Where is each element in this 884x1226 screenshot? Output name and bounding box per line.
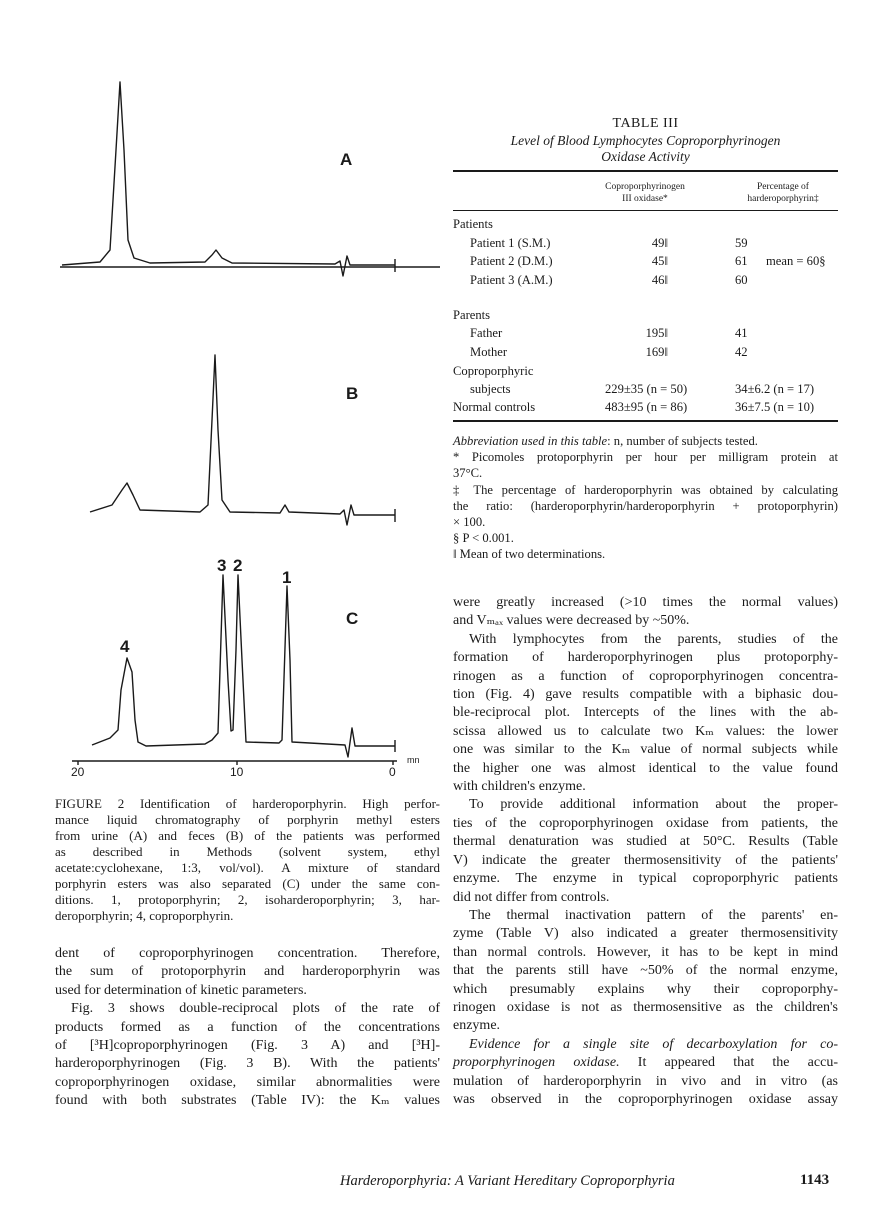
text-line: dent of coproporphyrinogen concentration. Therefore,	[55, 946, 440, 961]
trace-a	[60, 82, 440, 276]
table-cell-oxidase: 483±95 (n = 86)	[605, 400, 688, 414]
table-row-label: Patient 3 (A.M.)	[470, 273, 553, 287]
text-line: one was similar to the Kₘ value of normal subjects while	[453, 742, 838, 758]
figure-caption	[55, 796, 440, 924]
table-row-label: Coproporphyric	[453, 364, 534, 378]
table-header-rule	[453, 210, 838, 211]
italic-run-in: proporphyrinogen oxidase.	[453, 1055, 620, 1071]
text-line: than normal controls. However, it has to be kept in mind	[453, 944, 838, 960]
text-line: found with both substrates (Table IV): the Kₘ values	[55, 1093, 440, 1109]
text-line: which presumably explains why their coproporphy-	[453, 981, 838, 997]
table-cell-percentage: 34±6.2 (n = 17)	[735, 382, 815, 396]
col-header-line: Percentage of	[757, 182, 809, 192]
caption-line: porphyrin esters was also separated (C) under the same con-	[55, 876, 440, 891]
table-row-label: Patients	[453, 217, 493, 231]
text-line: rinogen oxidase is not as thermosensitive as the children's	[453, 999, 838, 1015]
text-line: was observed in the coproporphyrinogen oxidase assay	[453, 1091, 838, 1107]
caption-line: ditions. 1, protoporphyrin; 2, isoharderoporphyrin; 3, har-	[55, 892, 440, 907]
text-line: and Vₘₐₓ values were decreased by ~50%.	[453, 613, 690, 629]
table-row-label: Father	[470, 326, 503, 340]
text-line: V) indicate the greater thermosensitivity of the patients'	[453, 852, 838, 868]
text-line: mulation of harderoporphyrin in vivo and in vitro (as	[453, 1073, 838, 1089]
table-cell-oxidase: 45‖	[651, 254, 668, 268]
text-line: rinogen as a function of coproporphyrinogen concentra-	[453, 668, 838, 684]
page-number: 1143	[800, 1172, 830, 1188]
table-title-line: Oxidase Activity	[601, 149, 690, 164]
trace-b	[90, 355, 395, 525]
text-line: that the parents still have ~50% of the normal enzyme,	[453, 963, 838, 979]
text-line: ble-reciprocal plot. Intercepts of the lines with the ab-	[453, 705, 838, 721]
table-row-label: Parents	[453, 308, 491, 322]
col-header-line: Coproporphyrinogen	[605, 182, 685, 192]
panel-label-c: C	[346, 609, 359, 628]
text-line: the sum of protoporphyrin and harderoporphyrin was	[55, 964, 440, 980]
x-axis-unit: mn	[407, 755, 420, 765]
table-footnotes	[453, 433, 838, 563]
text-line: harderoporphyrinogen (Fig. 3 B). With the patients'	[55, 1056, 440, 1072]
table-row-label: subjects	[470, 382, 511, 396]
italic-abbrev: Abbreviation used in this table	[453, 434, 608, 448]
table-cell-percentage: 60	[735, 273, 748, 287]
text-line: used for determination of kinetic parameters.	[55, 982, 307, 998]
table-row-label: Mother	[470, 345, 508, 359]
table-row-label: Patient 1 (S.M.)	[470, 236, 551, 250]
footnote-line: § P < 0.001.	[453, 531, 514, 546]
table-cell-oxidase: 49‖	[651, 236, 668, 250]
table-top-rule	[453, 170, 838, 172]
table-cell-percentage: 41	[735, 326, 748, 340]
col-header-line: harderoporphyrin‡	[747, 194, 819, 204]
right-column-text	[453, 594, 838, 1109]
x-tick-20: 20	[71, 765, 85, 779]
table-title	[453, 133, 838, 165]
caption-line: FIGURE 2 Identification of harderoporphyrin. High perfor-	[55, 796, 440, 811]
text-line: enzyme.	[453, 1018, 501, 1034]
peak-label-1: 1	[282, 568, 292, 587]
text-line: thermal denaturation was studied at 50°C. Results (Table	[453, 834, 838, 850]
table-title-line: Level of Blood Lymphocytes Coproporphyrinogen	[510, 133, 781, 148]
peak-label-4: 4	[120, 637, 130, 656]
text-line: Evidence for a single site of decarboxylation for co-	[469, 1036, 838, 1052]
text-line: scissa allowed us to calculate two Kₘ values: the lower	[453, 723, 838, 739]
table-cell-mean: mean = 60§	[766, 254, 826, 268]
table-cell-oxidase: 46‖	[651, 273, 668, 287]
caption-line: from urine (A) and feces (B) of the patients was performed	[55, 828, 440, 843]
footnote-line: ‖ Mean of two determinations.	[453, 547, 606, 562]
caption-line: deroporphyrin; 4, coproporphyrin.	[55, 908, 234, 923]
table-row-label: Patient 2 (D.M.)	[470, 254, 553, 268]
col-header-oxidase	[585, 181, 705, 205]
text-line: with children's enzyme.	[453, 779, 586, 795]
caption-line: mance liquid chromatography of porphyrin methyl esters	[55, 812, 440, 827]
text-line: coproporphyrinogen oxidase, similar abnormalities were	[55, 1074, 440, 1090]
text-line: To provide additional information about the proper-	[469, 797, 838, 813]
peak-label-3: 3	[217, 556, 227, 575]
footnote-line: the ratio: (harderoporphyrin/harderoporphyrin + protoporphyrin)	[453, 498, 838, 513]
footnote-line: 37°C.	[453, 466, 483, 481]
table-bottom-rule	[453, 420, 838, 422]
text-line: ties of the coproporphyrinogen oxidase from patients, the	[453, 815, 838, 831]
caption-line: as described in Methods (solvent system, ethyl	[55, 844, 440, 859]
text-line: formation of harderoporphyrinogen plus protoporphy-	[453, 650, 838, 666]
text-line: tion (Fig. 4) gave results compatible with a biphasic dou-	[453, 687, 838, 703]
text-line: Fig. 3 shows double-reciprocal plots of the rate of	[71, 1001, 440, 1017]
panel-label-b: B	[346, 384, 359, 403]
text-line: of [³H]coproporphyrinogen (Fig. 3 A) and [³H]-	[55, 1038, 440, 1054]
trace-c	[92, 575, 395, 757]
table-cell-oxidase: 229±35 (n = 50)	[605, 382, 688, 396]
text-line: the higher one was almost identical to the value found	[453, 760, 838, 776]
running-title: Harderoporphyria: A Variant Hereditary Coproporphyria	[340, 1173, 675, 1189]
text-line: proporphyrinogen oxidase. It appeared that the accu-	[453, 1055, 838, 1071]
x-tick-10: 10	[230, 765, 244, 779]
table-number: TABLE III	[612, 116, 679, 131]
peak-label-2: 2	[233, 556, 243, 575]
text-line: With lymphocytes from the parents, studies of the	[469, 631, 838, 647]
footnote-line: * Picomoles protoporphyrin per hour per milligram protein at	[453, 450, 838, 465]
table-row-label: Normal controls	[453, 400, 536, 414]
footnote-line: ‡ The percentage of harderoporphyrin was obtained by calculating	[453, 482, 838, 497]
left-column-text	[55, 945, 440, 1111]
text-line: zyme (Table V) also indicated a greater thermosensitivity	[453, 926, 838, 942]
text-line: products formed as a function of the concentrations	[55, 1019, 440, 1035]
x-tick-0: 0	[389, 765, 396, 779]
table-cell-percentage: 61	[735, 254, 748, 268]
text-line: The thermal inactivation pattern of the parents' en-	[469, 907, 838, 923]
text-line: were greatly increased (>10 times the normal values)	[453, 595, 838, 610]
text-line: did not differ from controls.	[453, 889, 610, 905]
caption-line: acetate:cyclohexane, 1:3, vol/vol). A mixture of standard	[55, 860, 440, 875]
table-cell-percentage: 59	[735, 236, 748, 250]
table-cell-percentage: 42	[735, 345, 748, 359]
table-cell-oxidase: 169‖	[645, 345, 668, 359]
panel-label-a: A	[340, 150, 353, 169]
footnote-line: Abbreviation used in this table: n, number of subjects tested.	[453, 434, 758, 448]
table-cell-percentage: 36±7.5 (n = 10)	[735, 400, 815, 414]
col-header-line: III oxidase*	[622, 194, 668, 204]
col-header-percentage	[728, 181, 838, 205]
text-line: enzyme. The enzyme in typical coproporphyric patients	[453, 871, 838, 887]
footnote-line: × 100.	[453, 515, 486, 530]
table-cell-oxidase: 195‖	[645, 326, 668, 340]
